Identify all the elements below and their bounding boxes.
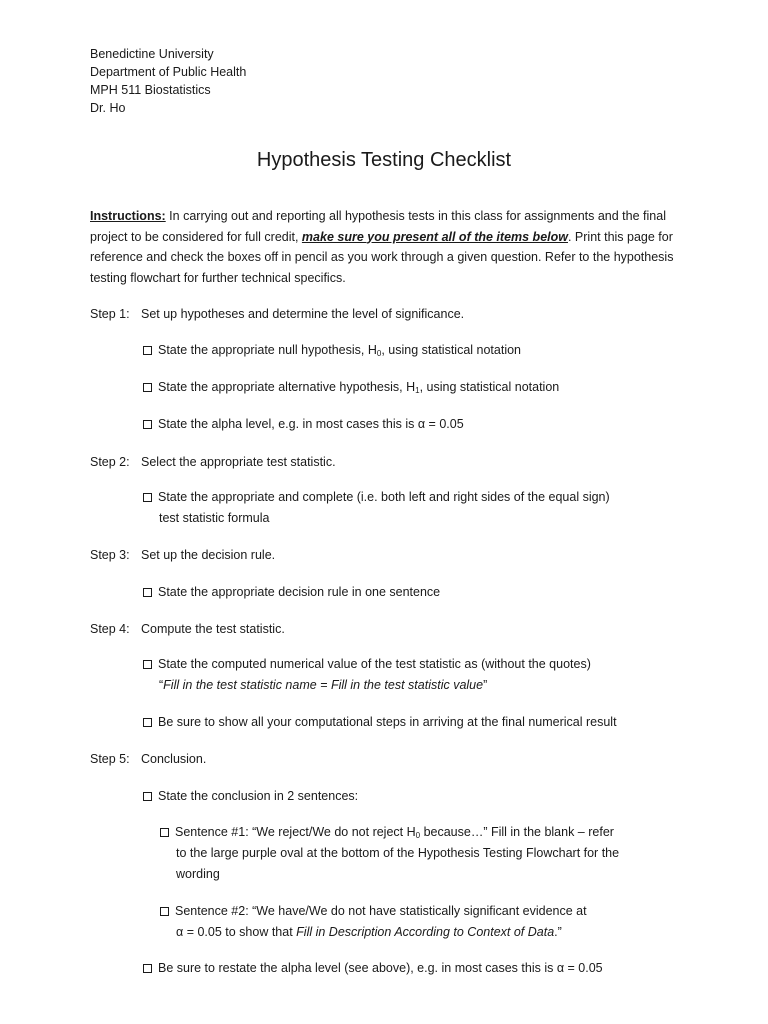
- instructions-paragraph: [90, 206, 690, 288]
- department-name: Department of Public Health: [90, 65, 247, 79]
- checkbox[interactable]: [160, 828, 169, 837]
- item-italic-text: Fill in Description According to Context of Data: [296, 925, 555, 939]
- checkbox[interactable]: [143, 420, 152, 429]
- step-5-heading: [90, 750, 206, 768]
- item-text: State the conclusion in 2 sentences:: [158, 789, 359, 803]
- item-text: State the alpha level, e.g. in most cases this is α = 0.05: [158, 417, 464, 431]
- subscript: 1: [415, 386, 420, 395]
- checkbox[interactable]: [143, 964, 152, 973]
- item-text: , using statistical notation: [381, 343, 522, 357]
- checklist-item: [142, 340, 521, 361]
- checkbox[interactable]: [143, 383, 152, 392]
- quote-mark: ”: [483, 678, 488, 692]
- step-title: Select the appropriate test statistic.: [141, 455, 336, 469]
- item-text: .”: [554, 925, 562, 939]
- step-number: Step 5:: [90, 752, 130, 766]
- checkbox[interactable]: [160, 907, 169, 916]
- checkbox[interactable]: [143, 660, 152, 669]
- step-2-heading: [90, 453, 336, 471]
- step-1-heading: [90, 305, 464, 323]
- item-text: test statistic formula: [159, 511, 270, 525]
- page-title: Hypothesis Testing Checklist: [256, 149, 512, 171]
- instructor-name: Dr. Ho: [90, 101, 126, 115]
- checklist-item: [142, 712, 617, 733]
- checklist-item: [142, 958, 603, 979]
- checkbox[interactable]: [143, 792, 152, 801]
- item-text: State the appropriate alternative hypothesis, H: [158, 380, 416, 394]
- step-title: Compute the test statistic.: [141, 622, 285, 636]
- step-number: Step 1:: [90, 307, 130, 321]
- quote-mark: “: [159, 678, 164, 692]
- subscript: 0: [415, 831, 421, 840]
- instructions-label: Instructions:: [90, 209, 166, 223]
- checklist-item: [142, 377, 559, 398]
- item-text: to the large purple oval at the bottom of the Hypothesis Testing Flowchart for the: [176, 846, 620, 860]
- checklist-subitem: [159, 901, 587, 943]
- item-text: Sentence #1: “We reject/We do not reject H: [175, 825, 416, 839]
- step-title: Set up the decision rule.: [141, 548, 276, 562]
- item-text: State the appropriate and complete (i.e. both left and right sides of the equal sign): [158, 490, 610, 504]
- item-text: , using statistical notation: [419, 380, 560, 394]
- checklist-item: [142, 487, 610, 529]
- item-text: Sentence #2: “We have/We do not have statistically significant evidence at: [175, 904, 587, 918]
- instructions-text-2: . Print this page for reference and check the boxes off in pencil as you work through a given question. Refer to the hypothesis testing flowchart for further technical specifics.: [90, 229, 674, 285]
- step-3-heading: [90, 546, 275, 564]
- checklist-item: [142, 582, 440, 603]
- course-name: MPH 511 Biostatistics: [90, 83, 211, 97]
- item-text: State the computed numerical value of the test statistic as (without the quotes): [158, 657, 591, 671]
- step-number: Step 3:: [90, 548, 130, 562]
- subscript: 0: [376, 349, 382, 358]
- item-text: State the appropriate decision rule in one sentence: [158, 585, 441, 599]
- checkbox[interactable]: [143, 493, 152, 502]
- step-title: Set up hypotheses and determine the level of significance.: [141, 307, 465, 321]
- checkbox[interactable]: [143, 588, 152, 597]
- checklist-item: [142, 654, 591, 696]
- item-text: Be sure to show all your computational steps in arriving at the final numerical result: [158, 715, 617, 729]
- checkbox[interactable]: [143, 346, 152, 355]
- university-name: Benedictine University: [90, 47, 214, 61]
- item-text: State the appropriate null hypothesis, H: [158, 343, 377, 357]
- step-4-heading: [90, 620, 285, 638]
- item-text: α = 0.05 to show that: [176, 925, 297, 939]
- instructions-text-1: In carrying out and reporting all hypothesis tests in this class for assignments and the final project to be considered for full credit,: [90, 209, 666, 244]
- instructions-emphasis: make sure you present all of the items below: [301, 229, 568, 244]
- item-text: wording: [176, 867, 220, 881]
- checklist-item: [142, 414, 464, 435]
- checklist-item: [142, 786, 358, 807]
- item-italic-text: Fill in the test statistic name = Fill in the test statistic value: [163, 678, 484, 692]
- step-title: Conclusion.: [141, 752, 207, 766]
- item-text: because…” Fill in the blank – refer: [420, 825, 614, 839]
- checklist-subitem: [159, 822, 619, 885]
- step-number: Step 4:: [90, 622, 130, 636]
- checkbox[interactable]: [143, 718, 152, 727]
- item-text: Be sure to restate the alpha level (see above), e.g. in most cases this is α = 0.05: [158, 961, 603, 975]
- step-number: Step 2:: [90, 455, 130, 469]
